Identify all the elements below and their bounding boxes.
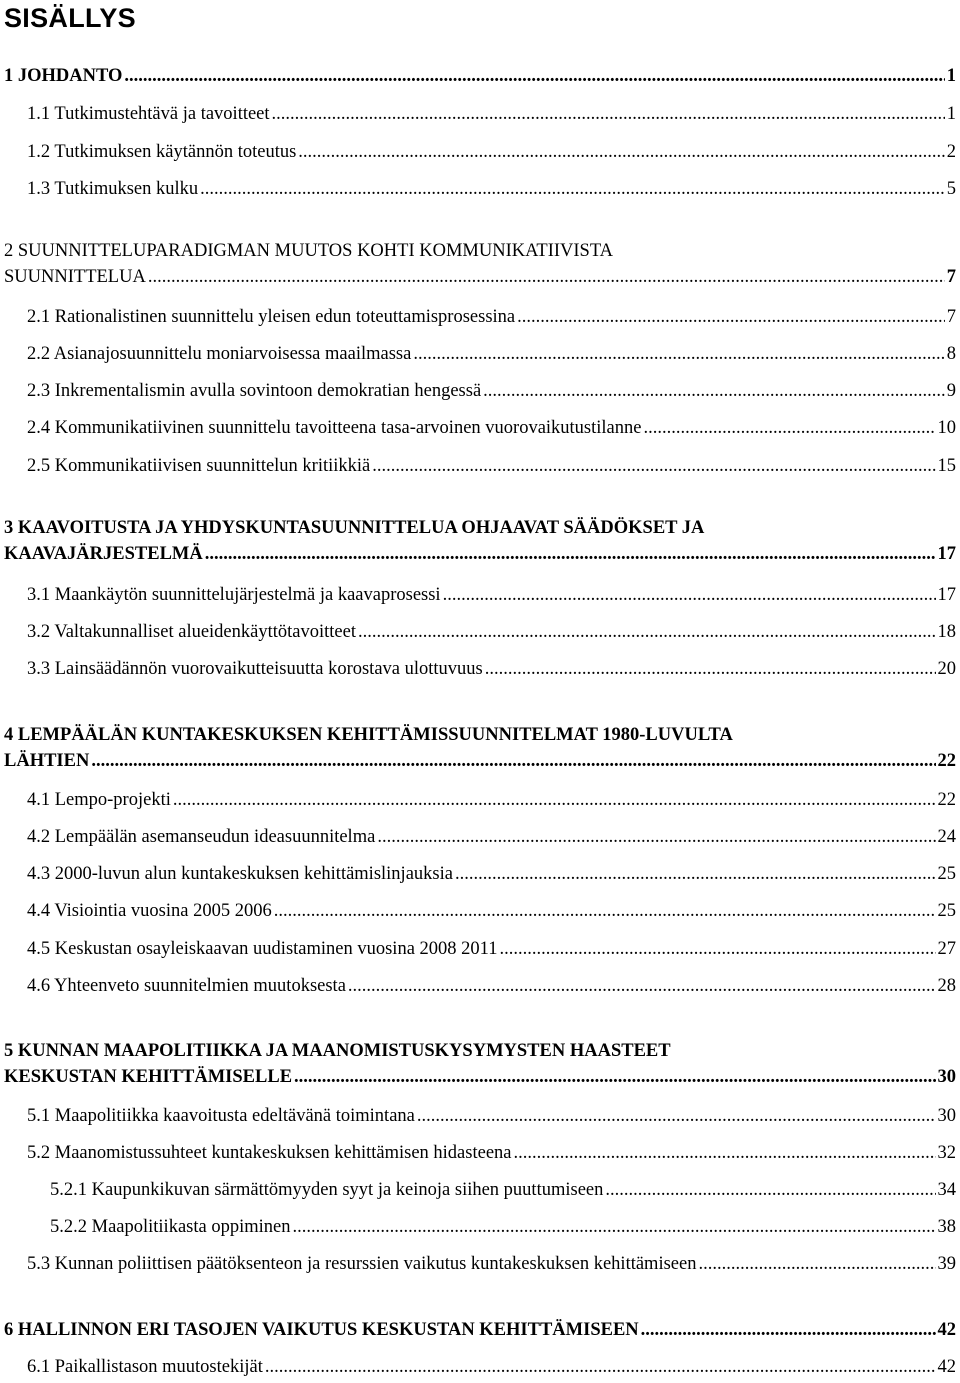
leader-dots (272, 104, 945, 124)
toc-entry-5-1[interactable] (27, 1106, 956, 1126)
toc-entry-label: 2.2 Asianajosuunnittelu moniarvoisessa maailmassa (27, 344, 412, 364)
toc-entry-label: 5.2.2 Maapolitiikasta oppiminen (50, 1217, 291, 1237)
toc-entry-page: 32 (937, 1143, 956, 1163)
toc-entry-label: 1.2 Tutkimuksen käytännön toteutus (27, 142, 297, 162)
toc-entry-page: 8 (946, 344, 956, 364)
leader-dots (294, 1067, 935, 1087)
toc-entry-page: 22 (937, 751, 956, 771)
toc-entry-page: 39 (937, 1254, 956, 1274)
toc-entry-page: 20 (937, 659, 956, 679)
toc-entry-page: 42 (937, 1320, 956, 1340)
toc-entry-page: 27 (937, 939, 956, 959)
toc-entry-label: 6 HALLINNON ERI TASOJEN VAIKUTUS KESKUSTAN KEHITTÄMISEEN (4, 1320, 639, 1340)
toc-entry-page: 42 (937, 1357, 956, 1377)
leader-dots (274, 901, 936, 921)
toc-entry-label: 4.6 Yhteenveto suunnitelmien muutoksesta (27, 976, 346, 996)
toc-entry-5-2[interactable] (27, 1143, 956, 1163)
toc-entry-page: 28 (937, 976, 956, 996)
toc-entry-label: 1.1 Tutkimustehtävä ja tavoitteet (27, 104, 270, 124)
toc-entry-page: 17 (937, 544, 956, 564)
leader-dots (200, 179, 945, 199)
toc-entry-chapter-4[interactable] (4, 725, 956, 771)
toc-entry-page: 25 (937, 864, 956, 884)
toc-entry-label: 4.3 2000-luvun alun kuntakeskuksen kehittämislinjauksia (27, 864, 453, 884)
toc-entry-label-line1: 4 LEMPÄÄLÄN KUNTAKESKUKSEN KEHITTÄMISSUUNNITELMAT 1980-LUVULTA (4, 725, 733, 745)
toc-entry-label: 4.2 Lempäälän asemanseudun ideasuunnitelma (27, 827, 376, 847)
leader-dots (298, 142, 944, 162)
toc-entry-page: 22 (937, 790, 956, 810)
toc-entry-page: 15 (937, 456, 956, 476)
leader-dots (265, 1357, 936, 1377)
toc-entry-page: 7 (946, 307, 956, 327)
toc-entry-label: 5.2 Maanomistussuhteet kuntakeskuksen kehittämisen hidasteena (27, 1143, 512, 1163)
toc-entry-page: 18 (937, 622, 956, 642)
leader-dots (124, 66, 944, 86)
toc-entry-label: KESKUSTAN KEHITTÄMISELLE (4, 1067, 293, 1087)
leader-dots (292, 1217, 935, 1237)
toc-entry-label-line1: 2 SUUNNITTELUPARADIGMAN MUUTOS KOHTI KOMMUNIKATIIVISTA (4, 241, 614, 261)
page-title: SISÄLLYS (4, 3, 136, 33)
leader-dots (443, 585, 936, 605)
toc-entry-4-1[interactable] (27, 790, 956, 810)
toc-entry-2-1[interactable] (27, 307, 956, 327)
toc-entry-page: 5 (946, 179, 956, 199)
toc-entry-5-3[interactable] (27, 1254, 956, 1274)
toc-entry-page: 7 (946, 267, 956, 287)
leader-dots (205, 544, 936, 564)
toc-entry-chapter-1[interactable] (4, 66, 956, 86)
toc-entry-label: 4.4 Visiointia vuosina 2005 2006 (27, 901, 272, 921)
toc-entry-label: 2.1 Rationalistinen suunnittelu yleisen edun toteuttamisprosessina (27, 307, 516, 327)
leader-dots (358, 622, 936, 642)
leader-dots (605, 1180, 935, 1200)
toc-entry-2-5[interactable] (27, 456, 956, 476)
leader-dots (413, 344, 944, 364)
toc-entry-label: 4.5 Keskustan osayleiskaavan uudistaminen vuosina 2008 2011 (27, 939, 498, 959)
toc-entry-label: 5.3 Kunnan poliittisen päätöksenteon ja resurssien vaikutus kuntakeskuksen kehittämiseen (27, 1254, 697, 1274)
toc-entry-page: 24 (937, 827, 956, 847)
toc-entry-page: 34 (937, 1180, 956, 1200)
toc-entry-page: 1 (946, 66, 956, 86)
leader-dots (91, 751, 935, 771)
toc-entry-label: 2.5 Kommunikatiivisen suunnittelun kritiikkiä (27, 456, 371, 476)
toc-entry-2-4[interactable] (27, 418, 956, 438)
toc-entry-page: 30 (937, 1067, 956, 1087)
toc-entry-3-1[interactable] (27, 585, 956, 605)
toc-entry-4-2[interactable] (27, 827, 956, 847)
leader-dots (455, 864, 936, 884)
toc-entry-3-3[interactable] (27, 659, 956, 679)
toc-entry-page: 1 (946, 104, 956, 124)
leader-dots (417, 1106, 936, 1126)
leader-dots (643, 418, 935, 438)
toc-entry-2-3[interactable] (27, 381, 956, 401)
leader-dots (483, 381, 945, 401)
toc-entry-label: 5.1 Maapolitiikka kaavoitusta edeltävänä toimintana (27, 1106, 415, 1126)
leader-dots (377, 827, 935, 847)
toc-entry-label: 6.1 Paikallistason muutostekijät (27, 1357, 263, 1377)
toc-entry-1-3[interactable] (27, 179, 956, 199)
toc-entry-label: LÄHTIEN (4, 751, 90, 771)
toc-entry-5-2-2[interactable] (50, 1217, 956, 1237)
toc-entry-label-line1: 5 KUNNAN MAAPOLITIIKKA JA MAANOMISTUSKYSYMYSTEN HAASTEET (4, 1041, 671, 1061)
leader-dots (641, 1320, 936, 1340)
toc-entry-1-2[interactable] (27, 142, 956, 162)
toc-entry-label: 3.2 Valtakunnalliset alueidenkäyttötavoitteet (27, 622, 356, 642)
leader-dots (499, 939, 935, 959)
toc-entry-1-1[interactable] (27, 104, 956, 124)
toc-entry-3-2[interactable] (27, 622, 956, 642)
toc-entry-4-4[interactable] (27, 901, 956, 921)
toc-entry-chapter-5[interactable] (4, 1041, 956, 1087)
leader-dots (517, 307, 945, 327)
toc-entry-page: 17 (937, 585, 956, 605)
toc-entry-6-1[interactable] (27, 1357, 956, 1377)
toc-entry-5-2-1[interactable] (50, 1180, 956, 1200)
toc-entry-page: 38 (937, 1217, 956, 1237)
toc-entry-page: 2 (946, 142, 956, 162)
toc-entry-label: 1 JOHDANTO (4, 66, 123, 86)
toc-entry-4-5[interactable] (27, 939, 956, 959)
toc-entry-label: SUUNNITTELUA (4, 267, 146, 287)
toc-entry-page: 9 (946, 381, 956, 401)
toc-entry-label: KAAVAJÄRJESTELMÄ (4, 544, 203, 564)
toc-entry-chapter-2[interactable] (4, 241, 956, 287)
toc-entry-2-2[interactable] (27, 344, 956, 364)
toc-entry-label: 5.2.1 Kaupunkikuvan särmättömyyden syyt ja keinoja siihen puuttumiseen (50, 1180, 604, 1200)
leader-dots (514, 1143, 936, 1163)
toc-entry-chapter-6[interactable] (4, 1320, 956, 1340)
toc-entry-label: 3.1 Maankäytön suunnittelujärjestelmä ja kaavaprosessi (27, 585, 441, 605)
toc-entry-page: 25 (937, 901, 956, 921)
toc-entry-chapter-3[interactable] (4, 518, 956, 564)
toc-entry-page: 10 (937, 418, 956, 438)
toc-entry-label: 1.3 Tutkimuksen kulku (27, 179, 199, 199)
leader-dots (485, 659, 936, 679)
toc-entry-label-line1: 3 KAAVOITUSTA JA YHDYSKUNTASUUNNITTELUA OHJAAVAT SÄÄDÖKSET JA (4, 518, 705, 538)
toc-entry-label: 4.1 Lempo-projekti (27, 790, 171, 810)
toc-entry-4-6[interactable] (27, 976, 956, 996)
leader-dots (372, 456, 935, 476)
toc-entry-page: 30 (937, 1106, 956, 1126)
toc-entry-label: 2.4 Kommunikatiivinen suunnittelu tavoitteena tasa-arvoinen vuorovaikutustilanne (27, 418, 642, 438)
leader-dots (348, 976, 936, 996)
leader-dots (148, 267, 945, 287)
toc-entry-label: 3.3 Lainsäädännön vuorovaikutteisuutta korostava ulottuvuus (27, 659, 483, 679)
leader-dots (173, 790, 936, 810)
leader-dots (698, 1254, 935, 1274)
toc-entry-label: 2.3 Inkrementalismin avulla sovintoon demokratian hengessä (27, 381, 482, 401)
toc-entry-4-3[interactable] (27, 864, 956, 884)
